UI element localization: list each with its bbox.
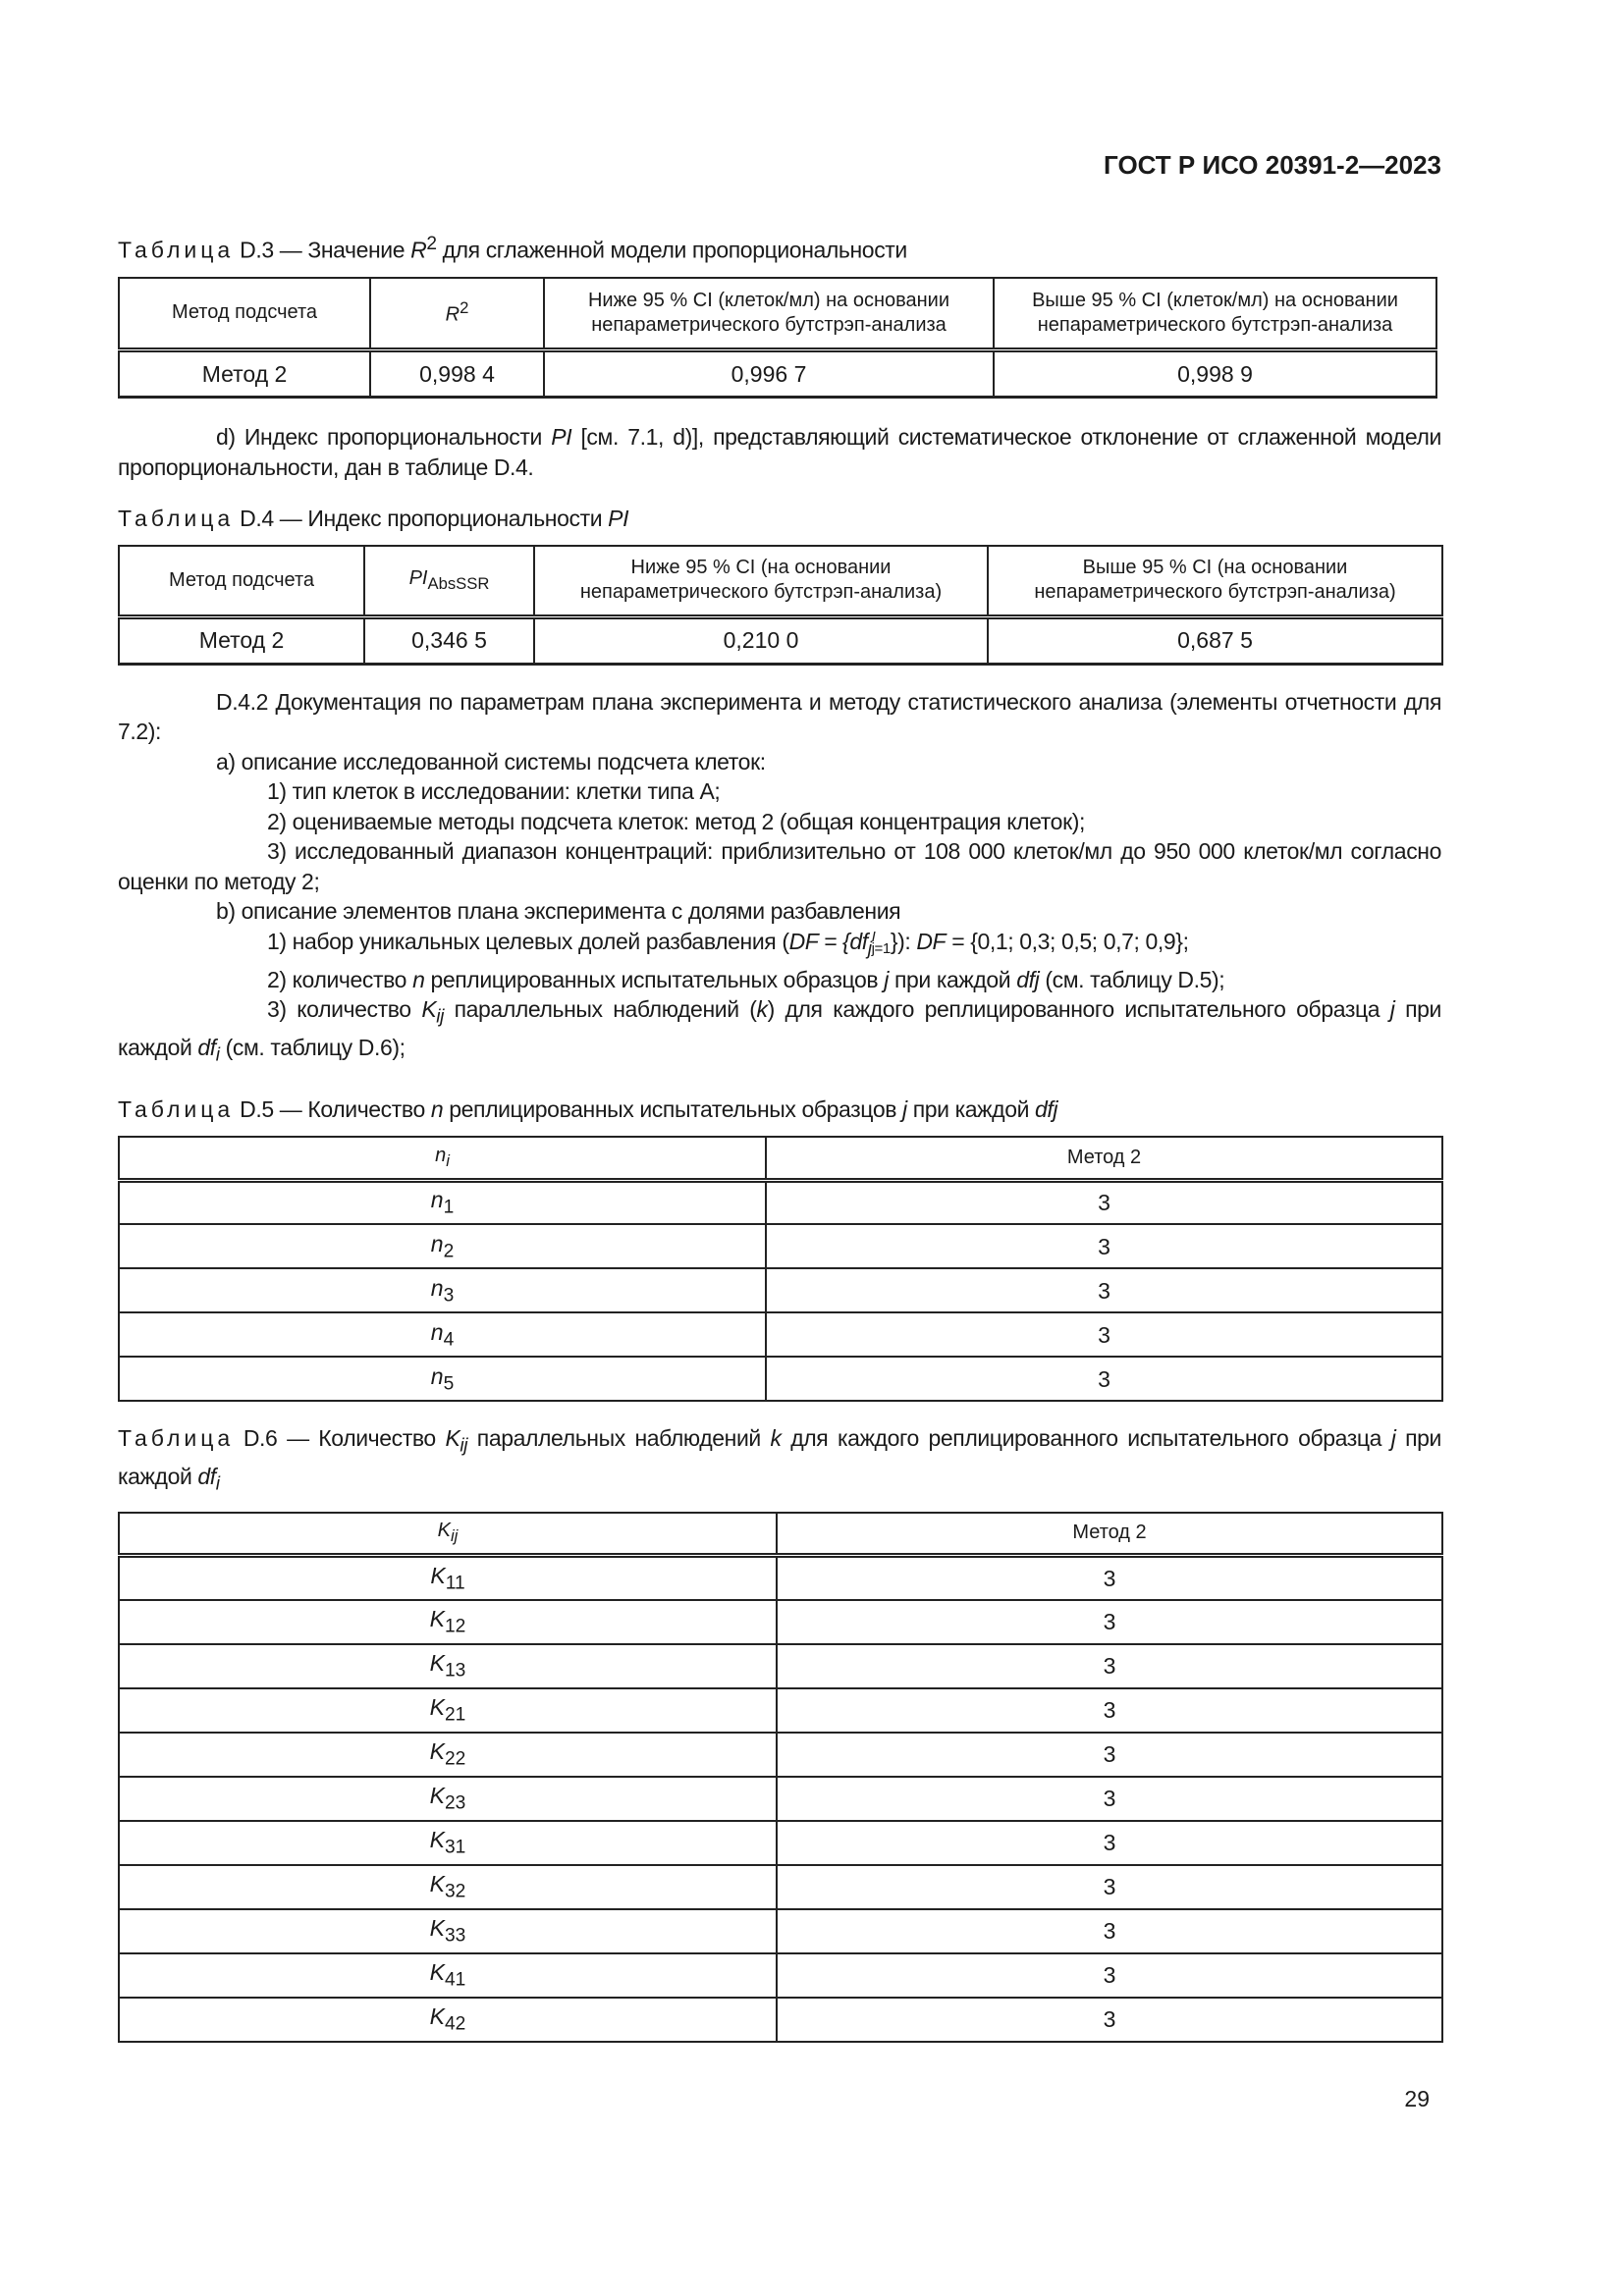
var: n [430,1274,444,1301]
table-row [119,1688,1442,1733]
var: K [429,1958,446,1985]
var-cell [119,1180,766,1224]
var-cell [119,1556,777,1600]
caption-var: df [197,1464,216,1490]
var-cell [119,1688,777,1733]
text: при каждой [888,966,1017,992]
cell: Метод 2 [119,616,364,664]
sub: 3 [443,1285,455,1307]
cell: 0,998 4 [370,350,544,398]
table-d4-caption [118,504,1441,533]
var: K [429,1826,446,1852]
text: d) Индекс пропорциональности [216,424,552,451]
table-row [119,1268,1442,1312]
var: PI [551,424,572,451]
text: 1) набор уникальных целевых долей разбавления ( [267,928,789,954]
sub: ij [436,1006,444,1028]
caption-var: k [770,1425,782,1452]
text: 2) количество [267,966,413,992]
table-row [119,1312,1442,1357]
header-cell: Метод 2 [777,1513,1442,1556]
value-cell: 3 [777,1998,1442,2042]
sup-sub-stack [871,928,891,957]
table-d5-caption [118,1095,1441,1124]
header-sub: AbsSSR [427,573,490,593]
cell: 0,998 9 [994,350,1436,398]
text: [см. 7.1, d)], представляющий систематическое отклонение от сглаженной модели пропорциональности, дан в таблице D.4. [118,424,1441,480]
list-item: b) описание элементов плана эксперимента с долями разбавления [216,898,901,925]
header-cell: Метод подсчета [119,278,370,350]
list-item: а) описание исследованной системы подсчета клеток: [216,748,766,774]
sup: I [871,928,876,945]
table-row [119,616,1442,664]
caption-var: K [445,1425,460,1452]
var-cell [119,1600,777,1644]
list-item: 1) тип клеток в исследовании: клетки типа А; [267,778,721,805]
header-var: PI [408,566,428,589]
caption-text: D.5 — Количество [234,1096,431,1123]
caption-var: n [430,1096,444,1123]
var-cell [119,1224,766,1268]
value-cell: 3 [777,1865,1442,1909]
caption-text: при каждой [118,1425,1441,1490]
header-cell [119,1513,777,1556]
caption-sub: i [215,1473,220,1495]
sub: 2 [443,1241,455,1262]
header-cell: Выше 95 % CI (на основании непараметрического бутстрэп-анализа) [988,546,1442,616]
value-cell: 3 [777,1821,1442,1865]
header-cell: Выше 95 % CI (клеток/мл) на основании непараметрического бутстрэп-анализа [994,278,1436,350]
table-row [119,1821,1442,1865]
var: n [430,1318,444,1345]
table-row [119,1644,1442,1688]
table-row [119,1998,1442,2042]
caption-text: для сглаженной модели пропорциональности [436,237,907,263]
list-item [118,965,1441,995]
caption-var: j [1390,1425,1396,1452]
value-cell: 3 [766,1357,1442,1401]
header-cell [370,278,544,350]
var: K [429,1605,446,1631]
caption-text: при каждой [906,1096,1036,1123]
header-var: R [445,303,460,326]
header-cell [119,1137,766,1180]
list-item: 3) исследованный диапазон концентраций: приблизительно от 108 000 клеток/мл до 950 000 клеток/мл согласно оценки по методу 2; [118,838,1441,894]
header-cell: Ниже 95 % CI (на основании непараметрического бутстрэп-анализа) [534,546,988,616]
caption-text: D.4 — Индекс пропорциональности [234,506,609,532]
var: K [429,1649,446,1676]
paragraph-d [118,422,1441,482]
var: df [197,1035,216,1061]
var: n [412,966,425,992]
text: (см. таблицу D.5); [1039,966,1225,992]
var-cell [119,1644,777,1688]
var-cell [119,1357,766,1401]
table-d4 [118,545,1443,666]
sub: 13 [445,1660,466,1682]
sub: 33 [445,1925,466,1947]
caption-prefix: Таблица [118,1425,235,1452]
header-var: n [435,1145,447,1167]
text: = {0,1; 0,3; 0,5; 0,7; 0,9}; [946,928,1189,954]
caption-var: R [410,237,427,263]
caption-var: j [902,1096,907,1123]
var-cell [119,1865,777,1909]
caption-text: для каждого реплицированного испытательного образца [781,1425,1391,1452]
caption-prefix: Таблица [118,237,235,263]
caption-var: dfj [1035,1096,1058,1123]
table-d3 [118,277,1437,400]
var: K [430,1562,446,1588]
value-cell: 3 [777,1600,1442,1644]
sub: 12 [445,1616,466,1637]
var: DF = {df [788,928,868,954]
sub: j [867,938,872,960]
var: K [429,1782,446,1808]
sub: 41 [445,1969,466,1991]
table-header-row [119,278,1436,350]
value-cell: 3 [777,1644,1442,1688]
sub: 11 [445,1573,465,1594]
cell: 0,996 7 [544,350,994,398]
var: DF [916,928,947,954]
var-cell [119,1998,777,2042]
header-cell: Ниже 95 % CI (клеток/мл) на основании непараметрического бутстрэп-анализа [544,278,994,350]
table-d6-caption [118,1423,1441,1499]
table-d6 [118,1512,1443,2043]
var: j [1389,996,1395,1023]
cell: 0,687 5 [988,616,1442,664]
page-number: 29 [1404,2085,1430,2111]
var: dfj [1016,966,1040,992]
table-row [119,350,1436,398]
var: n [430,1362,444,1389]
sub: 23 [445,1792,466,1814]
var-cell [119,1953,777,1998]
sub: 21 [445,1704,466,1726]
sub: 1 [443,1198,455,1218]
var: K [429,1870,446,1896]
header-cell [364,546,534,616]
cell: Метод 2 [119,350,370,398]
cell: 0,210 0 [534,616,988,664]
var-cell [119,1909,777,1953]
var-cell [119,1733,777,1777]
var: k [756,996,768,1023]
sub: 32 [445,1881,466,1902]
header-var: K [437,1520,451,1542]
sub: 5 [443,1373,455,1395]
value-cell: 3 [777,1733,1442,1777]
caption-sub: ij [460,1436,468,1458]
text: (см. таблицу D.6); [219,1035,406,1061]
sub: 31 [445,1837,466,1858]
var: K [429,1693,446,1720]
text: }): [890,928,917,954]
table-row [119,1224,1442,1268]
table-row [119,1953,1442,1998]
header-sup: 2 [460,298,469,318]
table-row [119,1180,1442,1224]
var-cell [119,1312,766,1357]
value-cell: 3 [777,1909,1442,1953]
sub: 42 [445,2013,466,2035]
value-cell: 3 [766,1224,1442,1268]
caption-text: параллельных наблюдений [467,1425,771,1452]
document-header: ГОСТ Р ИСО 20391-2—2023 [1104,150,1441,180]
sub: 4 [443,1329,455,1351]
table-d3-caption [118,230,1441,265]
sub: 22 [445,1748,466,1770]
table-header-row [119,1513,1442,1556]
var-cell [119,1777,777,1821]
var-cell [119,1821,777,1865]
table-row [119,1600,1442,1644]
value-cell: 3 [777,1688,1442,1733]
var: K [421,996,437,1023]
text: при каждой [118,996,1442,1061]
table-row [119,1777,1442,1821]
caption-prefix: Таблица [118,506,235,532]
value-cell: 3 [766,1312,1442,1357]
list-item [118,994,1441,1071]
value-cell: 3 [777,1953,1442,1998]
text: параллельных наблюдений ( [443,996,757,1023]
header-sub: i [446,1151,450,1171]
value-cell: 3 [766,1268,1442,1312]
var: j [884,966,889,992]
text: реплицированных испытательных образцов [424,966,885,992]
header-cell: Метод подсчета [119,546,364,616]
header-sub: ij [450,1526,459,1546]
var: n [430,1230,444,1256]
list-item: 2) оцениваемые методы подсчета клеток: метод 2 (общая концентрация клеток); [267,808,1085,834]
text: ) для каждого реплицированного испытательного образца [767,996,1390,1023]
caption-prefix: Таблица [118,1096,235,1123]
var: K [429,2002,446,2029]
table-d5 [118,1136,1443,1402]
section-d42 [118,687,1441,1072]
table-row [119,1357,1442,1401]
caption-text: D.3 — Значение [234,237,411,263]
list-item [118,927,1441,965]
cell: 0,346 5 [364,616,534,664]
value-cell: 3 [777,1556,1442,1600]
caption-var: PI [608,506,629,532]
caption-text: D.6 — Количество [234,1425,446,1452]
table-header-row [119,1137,1442,1180]
table-row [119,1556,1442,1600]
table-row [119,1909,1442,1953]
sub: i [215,1044,220,1066]
table-row [119,1865,1442,1909]
var: K [429,1737,446,1764]
var-cell [119,1268,766,1312]
caption-text: реплицированных испытательных образцов [443,1096,903,1123]
value-cell: 3 [777,1777,1442,1821]
header-cell: Метод 2 [766,1137,1442,1180]
caption-sup: 2 [426,234,437,254]
sub: j=1 [871,939,891,957]
text: 3) количество [267,996,422,1023]
value-cell: 3 [766,1180,1442,1224]
var: K [429,1914,446,1941]
table-row [119,1733,1442,1777]
paragraph: D.4.2 Документация по параметрам плана эксперимента и методу статистического анализа (элементы отчетности для 7.2): [118,688,1441,745]
var: n [430,1187,444,1213]
table-header-row [119,546,1442,616]
